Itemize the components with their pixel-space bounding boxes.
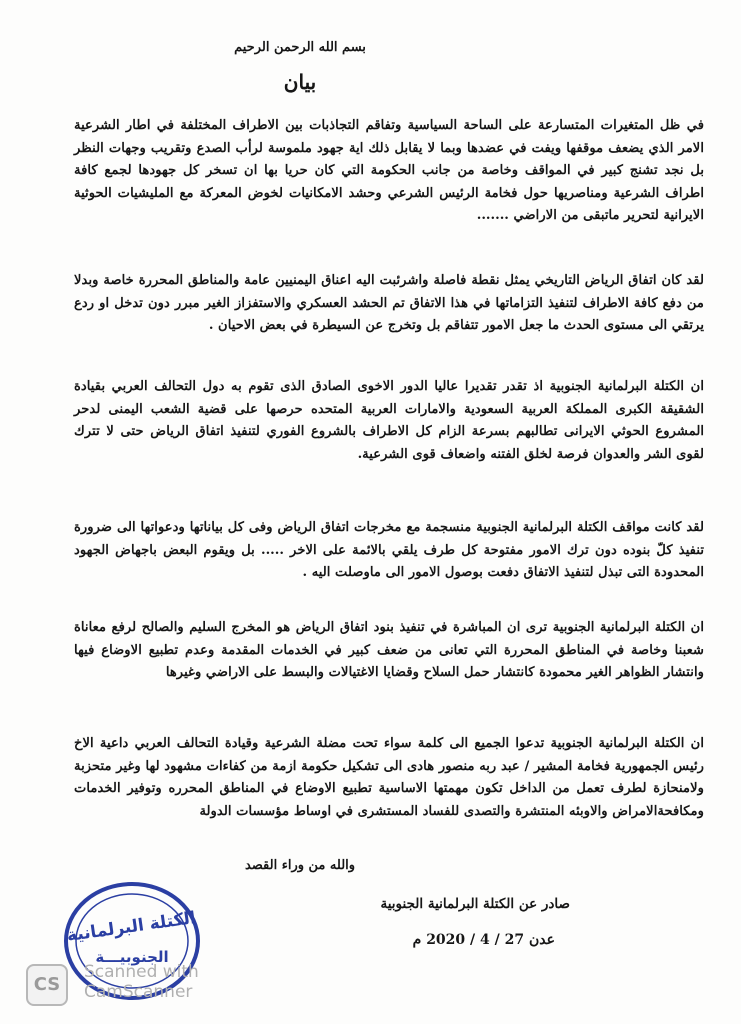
stamp-top-text: الكتلة البرلمانية — [65, 908, 197, 946]
watermark-line-2: CamScanner — [84, 982, 193, 1002]
stamp-bottom-text: الجنوبيـــة — [95, 948, 169, 966]
closing-line: والله من وراء القصد — [244, 858, 356, 873]
camscanner-watermark — [84, 962, 264, 1002]
paragraph-1: في ظل المتغيرات المتسارعة على الساحة السياسية وتفاقم التجاذبات بين الاطراف المختلفة في اطار الشرعية الامر الذي يضعف موقفها ويفت في عضدها وبما لا يقابل ذلك اية جهود ملموسة لرأب الصدع وتقريب وجهات النظر بل نجد تشنج كبير في المواقف وخاصة من جانب الحكومة التي كان حريا بها ان تسخر كل جهودها لجمع كافة اطراف الشرعية ومناصريها حول فخامة الرئيس الشرعي وحشد الامكانيات لخوض المعركة مع المليشيات الحوثية الايرانية لتحرير ماتبقى من الاراضي ....... — [74, 118, 704, 224]
basmala-heading: بسم الله الرحمن الرحيم — [234, 40, 366, 55]
paragraph-3: ان الكتلة البرلمانية الجنوبية اذ تقدر تقديرا عاليا الدور الاخوى الصادق الذى تقوم به دول التحالف العربي بقيادة الشقيقة الكبرى المملكة العربية السعودية والامارات العربية المتحده حرصها على قضية الشعب اليمنى لدحر المشروع الحوثي الايرانى تطالبهم بسرعة الزام كل الاطراف بالشروع الفوري لتنفيذ اتفاق الرياض حتى لا تترك لقوى الشر والعدوان فرصة لخلق الفتنه واضعاف قوى الشرعية. — [74, 379, 704, 462]
camscanner-logo-icon: CS — [26, 964, 68, 1006]
statement-title: بيان — [283, 70, 317, 94]
issuer-line: صادر عن الكتلة البرلمانية الجنوبية — [380, 896, 570, 912]
paragraph-5: ان الكتلة البرلمانية الجنوبية ترى ان المباشرة في تنفيذ بنود اتفاق الرياض هو المخرج السليم والصالح لرفع معاناة شعبنا وخاصة في المناطق المحررة التي تعانى من ضعف كبير في الخدمات المقدمة وعدم تطبيع الاوضاع فيها وانتشار الظواهر الغير محمودة كانتشار حمل السلاح وقضايا الاغتيالات والبسط على الاراضي وغيرها — [74, 620, 704, 681]
paragraph-6: ان الكتلة البرلمانية الجنوبية تدعوا الجميع الى كلمة سواء تحت مضلة الشرعية وقيادة التحالف العربي داعية الاخ رئيس الجمهورية فخامة المشير / عبد ربه منصور هادى الى تشكيل حكومة ازمة من كفاءات مشهود لها وغير متحزبة ولامنحازة لطرف تعمل من الداخل تكون مهمتها الاساسية تطبيع الاوضاع في المناطق المحرره وتوفير الخدمات ومكافحةالامراض والاوبئه المنتشرة والتصدى للفساد المستشرى في اوساط مؤسسات الدولة — [74, 736, 704, 819]
paragraph-2: لقد كان اتفاق الرياض التاريخي يمثل نقطة فاصلة واشرئبت اليه اعناق اليمنيين عامة والمناطق المحررة خاصة وبدلا من دفع كافة الاطراف لتنفيذ التزاماتها في هذا الاتفاق تم الحشد العسكري والاستفزاز الغير مبرر دون تدخل او ردع يرتقي الى مستوى الحدث ما جعل الامور تتفاقم بل وتخرج عن السيطرة في بعض الاحيان . — [74, 273, 704, 334]
date-line: عدن 27 / 4 / 2020 م — [412, 932, 555, 948]
watermark-line-1: Scanned with — [84, 962, 199, 982]
paragraph-4: لقد كانت مواقف الكتلة البرلمانية الجنوبية منسجمة مع مخرجات اتفاق الرياض وفى كل بياناتها ودعواتها الى ضرورة تنفيذ كلّ بنوده دون ترك الامور مفتوحة كل طرف يلقي بالائمة على الاخر ..... بل ويقوم البعض باجهاض الجهود المحدودة التى تبذل لتنفيذ الاتفاق دفعت بوصول الامور الى ماوصلت اليه . — [74, 520, 704, 581]
